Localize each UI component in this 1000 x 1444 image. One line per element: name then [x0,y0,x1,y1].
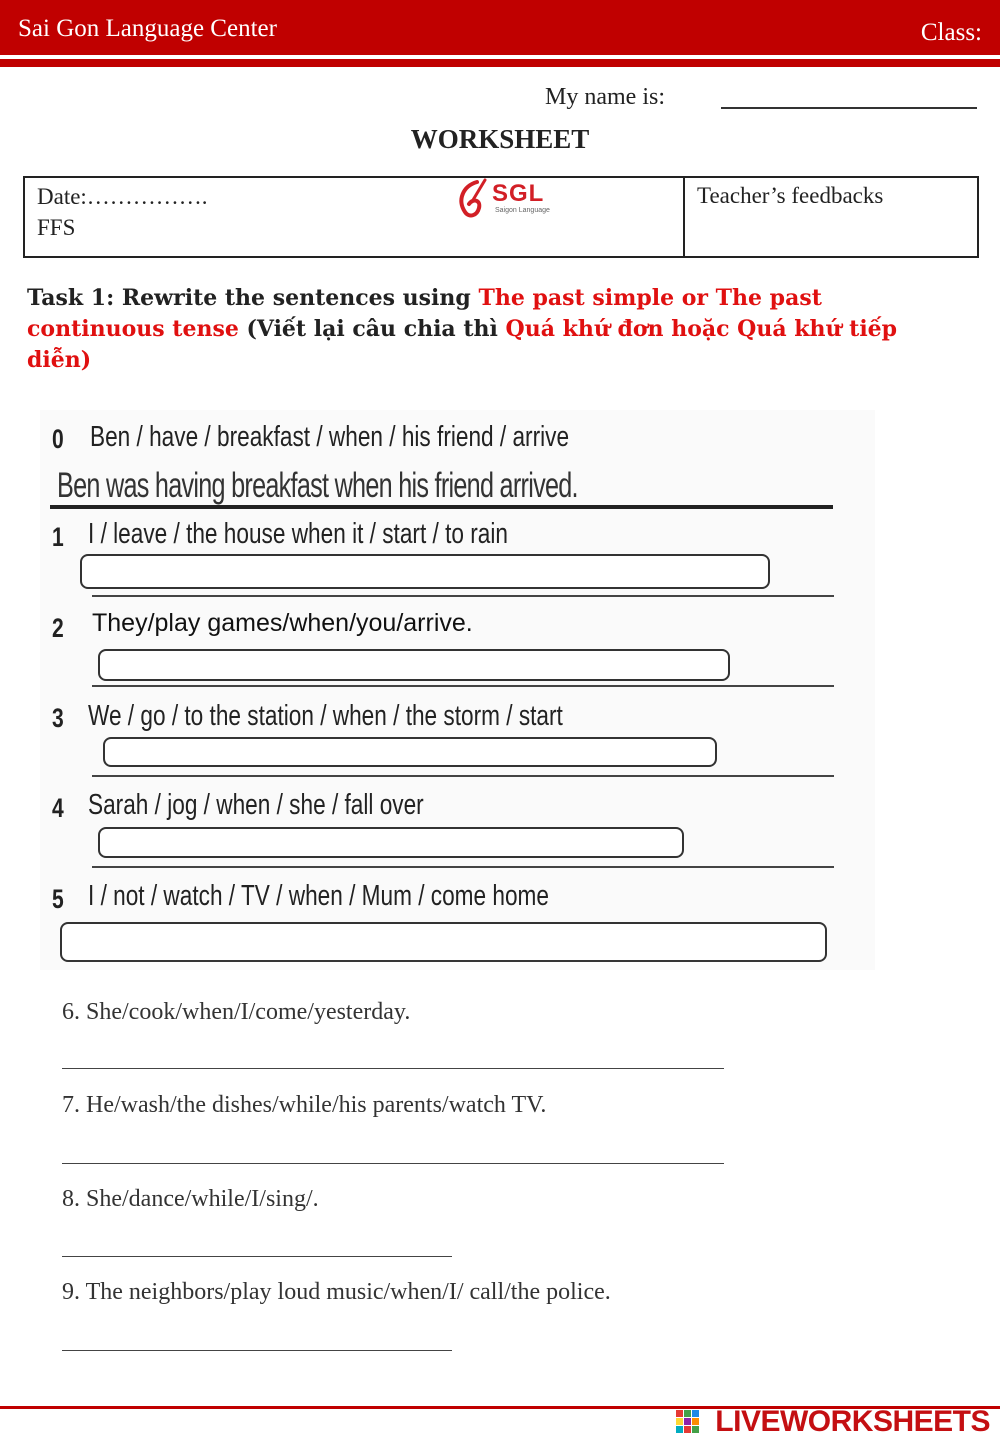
exercise-prompt: I / leave / the house when it / start / to rain [88,518,508,550]
answer-input-4[interactable] [98,827,684,858]
answer-line [92,685,834,687]
class-label: Class: [920,19,982,46]
answer-line [92,595,834,597]
header-rule [0,59,1000,67]
example-number: 0 [52,424,64,454]
example-prompt: Ben / have / breakfast / when / his friend / arrive [90,421,570,453]
answer-line [92,866,834,868]
task-tenses-vi: Quá khứ đơn hoặc Quá khứ tiếp diễn) [27,316,898,373]
task-vi-open: (Viết lại câu chia thì [238,316,506,342]
exercise-number: 1 [52,522,64,552]
answer-line-9[interactable] [62,1350,452,1351]
page-title: WORKSHEET [410,124,590,154]
exercise-number: 2 [52,613,64,643]
name-label: My name is: [545,84,665,110]
exercise-number: 4 [52,793,64,823]
exercise-prompt: We / go / to the station / when / the storm / start [88,700,563,732]
answer-line-7[interactable] [62,1163,724,1164]
exercise-number: 5 [52,884,64,914]
exercise-prompt: They/play games/when/you/arrive. [92,609,473,637]
task-heading [27,283,957,376]
name-input-line[interactable] [721,107,977,109]
sentence-7: 7. He/wash/the dishes/while/his parents/watch TV. [62,1092,547,1118]
answer-line [92,775,834,777]
sentence-6: 6. She/cook/when/I/come/yesterday. [62,999,411,1025]
info-table-divider [683,176,685,256]
example-answer-line [50,505,833,509]
liveworksheets-logo-icon [676,1410,700,1434]
answer-input-2[interactable] [98,649,730,681]
exercise-number: 3 [52,703,64,733]
example-answer: Ben was having breakfast when his friend arrived. [57,466,578,505]
answer-input-3[interactable] [103,737,717,767]
liveworksheets-brand: LIVEWORKSHEETS [715,1405,990,1438]
exercise-prompt: I / not / watch / TV / when / Mum / come home [88,880,549,912]
exercise-prompt: Sarah / jog / when / she / fall over [88,789,424,821]
logo-subtext: Saigon Language [495,207,550,214]
sentence-9: 9. The neighbors/play loud music/when/I/ call/the police. [62,1279,611,1305]
sentence-8: 8. She/dance/while/I/sing/. [62,1186,319,1212]
logo-text: SGL [492,180,545,207]
ffs-label: FFS [37,215,76,240]
answer-line-6[interactable] [62,1068,724,1069]
task-prefix: Task 1: Rewrite the sentences using [27,285,479,311]
date-label: Date:……………. [37,184,208,209]
center-name: Sai Gon Language Center [18,15,277,42]
task-tenses-en: The past simple or The past continuous tense [27,285,822,342]
answer-input-1[interactable] [80,554,770,589]
teacher-feedback-label: Teacher’s feedbacks [697,183,884,208]
answer-input-5[interactable] [60,922,827,962]
answer-line-8[interactable] [62,1256,452,1257]
